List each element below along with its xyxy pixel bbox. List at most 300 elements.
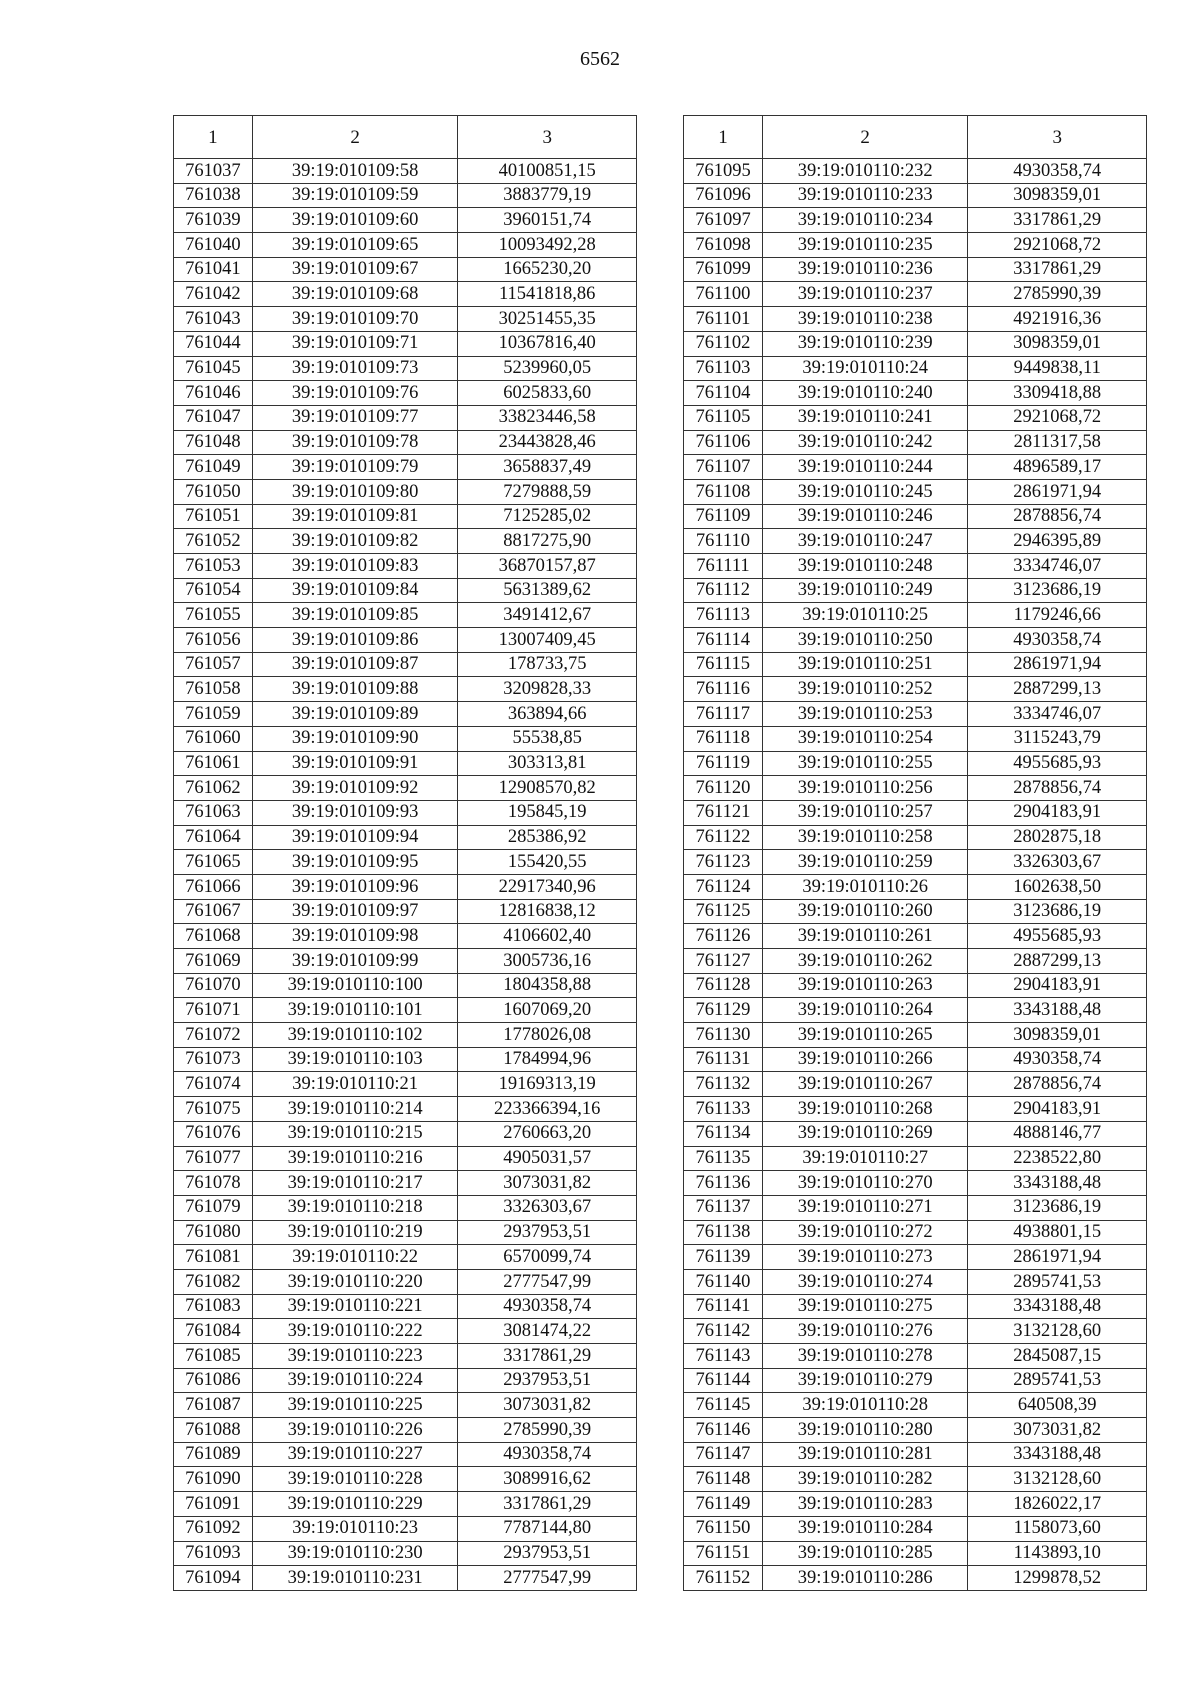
- row-number-cell: 761140: [684, 1269, 763, 1294]
- row-number-cell: 761141: [684, 1294, 763, 1319]
- table-row: [174, 1319, 637, 1344]
- row-number-cell: 761055: [174, 603, 253, 628]
- value-cell: 363894,66: [458, 702, 637, 727]
- table-row: [684, 183, 1147, 208]
- table-row: [684, 1566, 1147, 1591]
- row-number-cell: 761086: [174, 1368, 253, 1393]
- value-cell: 1158073,60: [968, 1516, 1147, 1541]
- cadastral-number-cell: 39:19:010110:263: [762, 973, 968, 998]
- row-number-cell: 761117: [684, 702, 763, 727]
- row-number-cell: 761107: [684, 455, 763, 480]
- row-number-cell: 761045: [174, 356, 253, 381]
- table-row: [174, 1393, 637, 1418]
- value-cell: 285386,92: [458, 825, 637, 850]
- value-cell: 1826022,17: [968, 1492, 1147, 1517]
- row-number-cell: 761144: [684, 1368, 763, 1393]
- value-cell: 303313,81: [458, 751, 637, 776]
- table-row: [684, 1467, 1147, 1492]
- table-row: [174, 1467, 637, 1492]
- value-cell: 3960151,74: [458, 208, 637, 233]
- table-row: [684, 850, 1147, 875]
- row-number-cell: 761064: [174, 825, 253, 850]
- value-cell: 1778026,08: [458, 1023, 637, 1048]
- cadastral-number-cell: 39:19:010110:223: [252, 1344, 458, 1369]
- row-number-cell: 761113: [684, 603, 763, 628]
- cadastral-number-cell: 39:19:010110:25: [762, 603, 968, 628]
- cadastral-number-cell: 39:19:010110:22: [252, 1245, 458, 1270]
- cadastral-number-cell: 39:19:010110:218: [252, 1195, 458, 1220]
- cadastral-number-cell: 39:19:010110:281: [762, 1442, 968, 1467]
- cadastral-number-cell: 39:19:010110:237: [762, 282, 968, 307]
- table-row: [174, 825, 637, 850]
- row-number-cell: 761102: [684, 331, 763, 356]
- row-number-cell: 761044: [174, 331, 253, 356]
- cadastral-number-cell: 39:19:010110:245: [762, 479, 968, 504]
- cadastral-number-cell: 39:19:010110:231: [252, 1566, 458, 1591]
- table-row: [684, 949, 1147, 974]
- cadastral-number-cell: 39:19:010110:242: [762, 430, 968, 455]
- cadastral-number-cell: 39:19:010109:76: [252, 381, 458, 406]
- row-number-cell: 761052: [174, 529, 253, 554]
- cadastral-number-cell: 39:19:010109:83: [252, 554, 458, 579]
- cadastral-number-cell: 39:19:010109:94: [252, 825, 458, 850]
- row-number-cell: 761081: [174, 1245, 253, 1270]
- cadastral-number-cell: 39:19:010110:268: [762, 1097, 968, 1122]
- value-cell: 4896589,17: [968, 455, 1147, 480]
- value-cell: 3317861,29: [458, 1492, 637, 1517]
- table-row: [684, 430, 1147, 455]
- cadastral-number-cell: 39:19:010110:284: [762, 1516, 968, 1541]
- row-number-cell: 761110: [684, 529, 763, 554]
- value-cell: 3073031,82: [458, 1393, 637, 1418]
- value-cell: 2946395,89: [968, 529, 1147, 554]
- table-row: [174, 257, 637, 282]
- value-cell: 3132128,60: [968, 1319, 1147, 1344]
- value-cell: 3098359,01: [968, 331, 1147, 356]
- table-row: [684, 1516, 1147, 1541]
- cadastral-number-cell: 39:19:010110:226: [252, 1418, 458, 1443]
- table-row: [684, 282, 1147, 307]
- cadastral-number-cell: 39:19:010110:250: [762, 628, 968, 653]
- right-table-body: [684, 159, 1147, 1591]
- cadastral-number-cell: 39:19:010109:82: [252, 529, 458, 554]
- left-table-body: [174, 159, 637, 1591]
- value-cell: 4930358,74: [458, 1442, 637, 1467]
- table-row: [684, 1368, 1147, 1393]
- table-row: [174, 1418, 637, 1443]
- table-row: [174, 726, 637, 751]
- table-row: [174, 1492, 637, 1517]
- row-number-cell: 761132: [684, 1072, 763, 1097]
- cadastral-number-cell: 39:19:010110:24: [762, 356, 968, 381]
- value-cell: 7279888,59: [458, 479, 637, 504]
- cadastral-number-cell: 39:19:010110:261: [762, 924, 968, 949]
- table-row: [174, 1294, 637, 1319]
- table-row: [174, 578, 637, 603]
- row-number-cell: 761096: [684, 183, 763, 208]
- cadastral-number-cell: 39:19:010109:59: [252, 183, 458, 208]
- table-row: [684, 1171, 1147, 1196]
- table-row: [174, 282, 637, 307]
- row-number-cell: 761066: [174, 874, 253, 899]
- value-cell: 2895741,53: [968, 1269, 1147, 1294]
- table-row: [684, 159, 1147, 184]
- value-cell: 6025833,60: [458, 381, 637, 406]
- value-cell: 2887299,13: [968, 949, 1147, 974]
- table-row: [684, 628, 1147, 653]
- table-row: [174, 159, 637, 184]
- value-cell: 3883779,19: [458, 183, 637, 208]
- value-cell: 13007409,45: [458, 628, 637, 653]
- cadastral-number-cell: 39:19:010109:58: [252, 159, 458, 184]
- cadastral-number-cell: 39:19:010110:276: [762, 1319, 968, 1344]
- table-row: [684, 1146, 1147, 1171]
- row-number-cell: 761134: [684, 1121, 763, 1146]
- table-row: [174, 1121, 637, 1146]
- table-row: [174, 233, 637, 258]
- table-row: [174, 1344, 637, 1369]
- value-cell: 12816838,12: [458, 899, 637, 924]
- table-row: [174, 554, 637, 579]
- row-number-cell: 761136: [684, 1171, 763, 1196]
- value-cell: 6570099,74: [458, 1245, 637, 1270]
- table-row: [684, 825, 1147, 850]
- cadastral-number-cell: 39:19:010110:266: [762, 1047, 968, 1072]
- row-number-cell: 761129: [684, 998, 763, 1023]
- row-number-cell: 761056: [174, 628, 253, 653]
- row-number-cell: 761042: [174, 282, 253, 307]
- table-row: [684, 603, 1147, 628]
- row-number-cell: 761085: [174, 1344, 253, 1369]
- cadastral-number-cell: 39:19:010110:234: [762, 208, 968, 233]
- value-cell: 2887299,13: [968, 677, 1147, 702]
- value-cell: 33823446,58: [458, 405, 637, 430]
- table-row: [174, 1146, 637, 1171]
- table-row: [684, 257, 1147, 282]
- cadastral-number-cell: 39:19:010110:225: [252, 1393, 458, 1418]
- row-number-cell: 761041: [174, 257, 253, 282]
- value-cell: 3123686,19: [968, 899, 1147, 924]
- value-cell: 195845,19: [458, 800, 637, 825]
- row-number-cell: 761050: [174, 479, 253, 504]
- cadastral-number-cell: 39:19:010110:270: [762, 1171, 968, 1196]
- table-row: [174, 1023, 637, 1048]
- value-cell: 3343188,48: [968, 1171, 1147, 1196]
- value-cell: 2861971,94: [968, 479, 1147, 504]
- table-row: [174, 1047, 637, 1072]
- value-cell: 1607069,20: [458, 998, 637, 1023]
- row-number-cell: 761115: [684, 652, 763, 677]
- row-number-cell: 761084: [174, 1319, 253, 1344]
- cadastral-number-cell: 39:19:010109:70: [252, 307, 458, 332]
- value-cell: 4905031,57: [458, 1146, 637, 1171]
- value-cell: 5631389,62: [458, 578, 637, 603]
- value-cell: 178733,75: [458, 652, 637, 677]
- cadastral-number-cell: 39:19:010110:228: [252, 1467, 458, 1492]
- value-cell: 1179246,66: [968, 603, 1147, 628]
- table-row: [684, 479, 1147, 504]
- value-cell: 1602638,50: [968, 874, 1147, 899]
- table-row: [174, 183, 637, 208]
- value-cell: 4930358,74: [458, 1294, 637, 1319]
- row-number-cell: 761057: [174, 652, 253, 677]
- cadastral-number-cell: 39:19:010109:86: [252, 628, 458, 653]
- value-cell: 3123686,19: [968, 1195, 1147, 1220]
- row-number-cell: 761049: [174, 455, 253, 480]
- table-row: [174, 800, 637, 825]
- value-cell: 7125285,02: [458, 504, 637, 529]
- table-row: [684, 924, 1147, 949]
- table-row: [174, 405, 637, 430]
- table-row: [684, 751, 1147, 776]
- cadastral-number-cell: 39:19:010109:93: [252, 800, 458, 825]
- cadastral-number-cell: 39:19:010110:240: [762, 381, 968, 406]
- value-cell: 2878856,74: [968, 504, 1147, 529]
- table-row: [684, 504, 1147, 529]
- table-row: [684, 208, 1147, 233]
- value-cell: 3098359,01: [968, 183, 1147, 208]
- value-cell: 4930358,74: [968, 628, 1147, 653]
- row-number-cell: 761143: [684, 1344, 763, 1369]
- page-number: 6562: [580, 48, 620, 70]
- table-row: [174, 628, 637, 653]
- table-row: [684, 1220, 1147, 1245]
- cadastral-number-cell: 39:19:010109:80: [252, 479, 458, 504]
- cadastral-number-cell: 39:19:010110:248: [762, 554, 968, 579]
- cadastral-number-cell: 39:19:010109:99: [252, 949, 458, 974]
- value-cell: 8817275,90: [458, 529, 637, 554]
- header-row: [174, 116, 637, 159]
- cadastral-number-cell: 39:19:010109:95: [252, 850, 458, 875]
- cadastral-number-cell: 39:19:010110:214: [252, 1097, 458, 1122]
- value-cell: 223366394,16: [458, 1097, 637, 1122]
- cadastral-number-cell: 39:19:010110:233: [762, 183, 968, 208]
- table-row: [684, 1393, 1147, 1418]
- table-row: [684, 1418, 1147, 1443]
- table-row: [174, 479, 637, 504]
- cadastral-number-cell: 39:19:010110:102: [252, 1023, 458, 1048]
- row-number-cell: 761051: [174, 504, 253, 529]
- value-cell: 7787144,80: [458, 1516, 637, 1541]
- table-row: [684, 381, 1147, 406]
- value-cell: 2878856,74: [968, 776, 1147, 801]
- value-cell: 4938801,15: [968, 1220, 1147, 1245]
- cadastral-number-cell: 39:19:010109:67: [252, 257, 458, 282]
- table-row: [174, 874, 637, 899]
- value-cell: 2777547,99: [458, 1566, 637, 1591]
- row-number-cell: 761142: [684, 1319, 763, 1344]
- row-number-cell: 761065: [174, 850, 253, 875]
- cadastral-number-cell: 39:19:010110:254: [762, 726, 968, 751]
- table-row: [174, 899, 637, 924]
- cadastral-number-cell: 39:19:010110:215: [252, 1121, 458, 1146]
- row-number-cell: 761053: [174, 554, 253, 579]
- value-cell: 3317861,29: [458, 1344, 637, 1369]
- cadastral-number-cell: 39:19:010109:78: [252, 430, 458, 455]
- row-number-cell: 761071: [174, 998, 253, 1023]
- table-row: [684, 1097, 1147, 1122]
- row-number-cell: 761103: [684, 356, 763, 381]
- row-number-cell: 761149: [684, 1492, 763, 1517]
- cadastral-number-cell: 39:19:010109:68: [252, 282, 458, 307]
- row-number-cell: 761114: [684, 628, 763, 653]
- row-number-cell: 761139: [684, 1245, 763, 1270]
- row-number-cell: 761146: [684, 1418, 763, 1443]
- value-cell: 10093492,28: [458, 233, 637, 258]
- cadastral-number-cell: 39:19:010109:92: [252, 776, 458, 801]
- row-number-cell: 761060: [174, 726, 253, 751]
- table-row: [174, 776, 637, 801]
- cadastral-number-cell: 39:19:010110:235: [762, 233, 968, 258]
- value-cell: 11541818,86: [458, 282, 637, 307]
- table-row: [684, 1072, 1147, 1097]
- table-row: [684, 1121, 1147, 1146]
- table-row: [174, 1442, 637, 1467]
- table-row: [684, 1047, 1147, 1072]
- value-cell: 3005736,16: [458, 949, 637, 974]
- row-number-cell: 761121: [684, 800, 763, 825]
- table-row: [174, 307, 637, 332]
- value-cell: 4106602,40: [458, 924, 637, 949]
- row-number-cell: 761137: [684, 1195, 763, 1220]
- row-number-cell: 761069: [174, 949, 253, 974]
- value-cell: 2878856,74: [968, 1072, 1147, 1097]
- value-cell: 3115243,79: [968, 726, 1147, 751]
- value-cell: 3081474,22: [458, 1319, 637, 1344]
- row-number-cell: 761079: [174, 1195, 253, 1220]
- table-row: [174, 356, 637, 381]
- row-number-cell: 761145: [684, 1393, 763, 1418]
- row-number-cell: 761038: [174, 183, 253, 208]
- cadastral-number-cell: 39:19:010110:285: [762, 1541, 968, 1566]
- table-row: [684, 1245, 1147, 1270]
- value-cell: 3073031,82: [968, 1418, 1147, 1443]
- left-table: [173, 115, 637, 1591]
- row-number-cell: 761101: [684, 307, 763, 332]
- table-row: [684, 1442, 1147, 1467]
- row-number-cell: 761116: [684, 677, 763, 702]
- value-cell: 3209828,33: [458, 677, 637, 702]
- value-cell: 3326303,67: [968, 850, 1147, 875]
- value-cell: 4930358,74: [968, 1047, 1147, 1072]
- value-cell: 4930358,74: [968, 159, 1147, 184]
- value-cell: 3073031,82: [458, 1171, 637, 1196]
- row-number-cell: 761135: [684, 1146, 763, 1171]
- cadastral-number-cell: 39:19:010110:101: [252, 998, 458, 1023]
- value-cell: 5239960,05: [458, 356, 637, 381]
- cadastral-number-cell: 39:19:010109:60: [252, 208, 458, 233]
- table-row: [684, 1492, 1147, 1517]
- row-number-cell: 761091: [174, 1492, 253, 1517]
- table-row: [684, 1319, 1147, 1344]
- cadastral-number-cell: 39:19:010109:89: [252, 702, 458, 727]
- row-number-cell: 761152: [684, 1566, 763, 1591]
- cadastral-number-cell: 39:19:010110:246: [762, 504, 968, 529]
- table-row: [174, 998, 637, 1023]
- row-number-cell: 761097: [684, 208, 763, 233]
- table-row: [174, 504, 637, 529]
- value-cell: 2760663,20: [458, 1121, 637, 1146]
- row-number-cell: 761040: [174, 233, 253, 258]
- table-row: [174, 924, 637, 949]
- table-row: [174, 652, 637, 677]
- value-cell: 23443828,46: [458, 430, 637, 455]
- value-cell: 3343188,48: [968, 1442, 1147, 1467]
- cadastral-number-cell: 39:19:010110:216: [252, 1146, 458, 1171]
- row-number-cell: 761125: [684, 899, 763, 924]
- cadastral-number-cell: 39:19:010110:274: [762, 1269, 968, 1294]
- table-row: [174, 850, 637, 875]
- value-cell: 2904183,91: [968, 973, 1147, 998]
- table-row: [684, 677, 1147, 702]
- value-cell: 3343188,48: [968, 1294, 1147, 1319]
- cadastral-number-cell: 39:19:010110:249: [762, 578, 968, 603]
- cadastral-number-cell: 39:19:010110:28: [762, 1393, 968, 1418]
- row-number-cell: 761047: [174, 405, 253, 430]
- table-row: [174, 1245, 637, 1270]
- cadastral-number-cell: 39:19:010110:271: [762, 1195, 968, 1220]
- table-row: [684, 800, 1147, 825]
- row-number-cell: 761054: [174, 578, 253, 603]
- cadastral-number-cell: 39:19:010110:255: [762, 751, 968, 776]
- cadastral-number-cell: 39:19:010110:272: [762, 1220, 968, 1245]
- value-cell: 155420,55: [458, 850, 637, 875]
- value-cell: 1804358,88: [458, 973, 637, 998]
- table-row: [174, 1097, 637, 1122]
- row-number-cell: 761119: [684, 751, 763, 776]
- row-number-cell: 761048: [174, 430, 253, 455]
- row-number-cell: 761058: [174, 677, 253, 702]
- row-number-cell: 761088: [174, 1418, 253, 1443]
- value-cell: 2904183,91: [968, 800, 1147, 825]
- row-number-cell: 761089: [174, 1442, 253, 1467]
- value-cell: 3089916,62: [458, 1467, 637, 1492]
- value-cell: 2861971,94: [968, 1245, 1147, 1270]
- row-number-cell: 761124: [684, 874, 763, 899]
- row-number-cell: 761131: [684, 1047, 763, 1072]
- value-cell: 3334746,07: [968, 702, 1147, 727]
- row-number-cell: 761080: [174, 1220, 253, 1245]
- row-number-cell: 761093: [174, 1541, 253, 1566]
- cadastral-number-cell: 39:19:010109:81: [252, 504, 458, 529]
- value-cell: 3343188,48: [968, 998, 1147, 1023]
- table-row: [684, 307, 1147, 332]
- row-number-cell: 761063: [174, 800, 253, 825]
- table-row: [684, 1344, 1147, 1369]
- row-number-cell: 761070: [174, 973, 253, 998]
- value-cell: 4921916,36: [968, 307, 1147, 332]
- right-table: [683, 115, 1147, 1591]
- row-number-cell: 761075: [174, 1097, 253, 1122]
- value-cell: 4888146,77: [968, 1121, 1147, 1146]
- cadastral-number-cell: 39:19:010110:279: [762, 1368, 968, 1393]
- value-cell: 40100851,15: [458, 159, 637, 184]
- cadastral-number-cell: 39:19:010110:241: [762, 405, 968, 430]
- cadastral-number-cell: 39:19:010110:220: [252, 1269, 458, 1294]
- row-number-cell: 761073: [174, 1047, 253, 1072]
- cadastral-number-cell: 39:19:010109:77: [252, 405, 458, 430]
- row-number-cell: 761111: [684, 554, 763, 579]
- table-row: [684, 1294, 1147, 1319]
- row-number-cell: 761061: [174, 751, 253, 776]
- value-cell: 3317861,29: [968, 257, 1147, 282]
- row-number-cell: 761067: [174, 899, 253, 924]
- value-cell: 2811317,58: [968, 430, 1147, 455]
- cadastral-number-cell: 39:19:010110:260: [762, 899, 968, 924]
- cadastral-number-cell: 39:19:010110:238: [762, 307, 968, 332]
- row-number-cell: 761082: [174, 1269, 253, 1294]
- table-row: [684, 652, 1147, 677]
